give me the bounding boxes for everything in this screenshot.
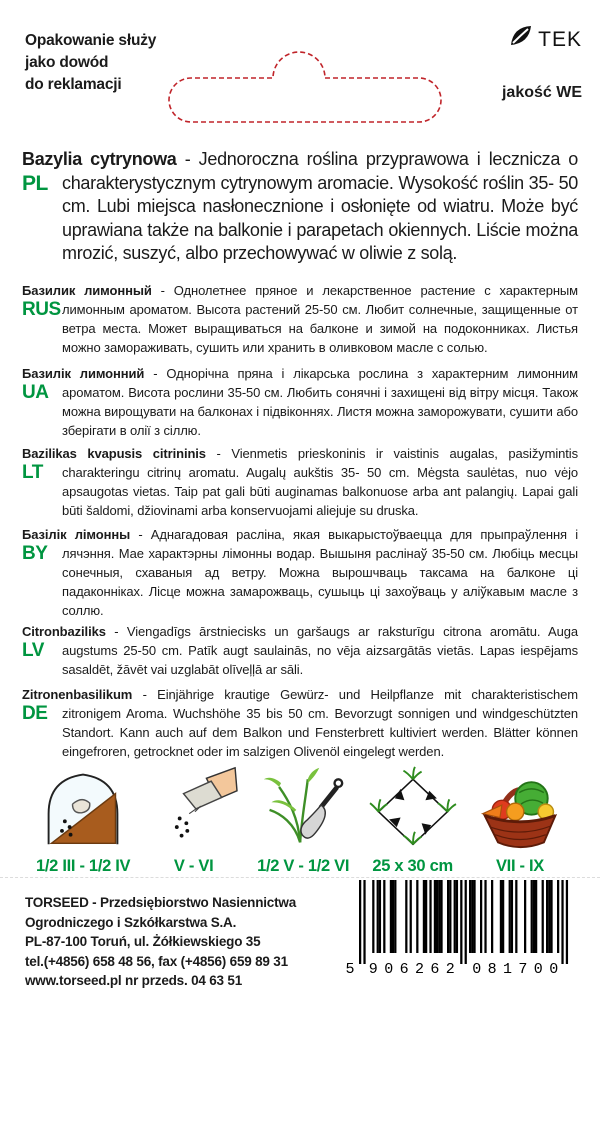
- lang-section-rus: [22, 281, 578, 357]
- leaf-icon: [508, 24, 534, 55]
- description-lt: - Vienmetis prieskoninis ir vaistinis augalas, pasižymintis charakteringu citrinų aromatu. Augalų aukštis 35- 50 cm. Mėgsta saulėtas, nuo vėjo apsaugotas vietas. Taip pat gali būti auginamas balkonuose arba ant palangių. Lapai gali būti šaldomi, džiovinami arba konservuojami aliejuje su druska.: [62, 446, 578, 518]
- lang-code-by: BY: [22, 543, 48, 564]
- svg-text:5: 5: [345, 961, 355, 976]
- company-address: [25, 893, 296, 991]
- description-lv: - Viengadīgs ārstniecisks un garšaugs ar raksturīgu citrona aromātu. Auga augstums 25-50 cm. Patīk augt saulainās, no vēja aizsargātās vietās. Lapas iespējams sasaldēt, žāvēt vai uzglabāt olīveļļā ar sāli.: [62, 624, 579, 677]
- hang-tab-cut-line: [168, 50, 443, 133]
- lang-text-de: [22, 685, 578, 761]
- transplanting-icon: [259, 764, 347, 855]
- lang-code-rus: RUS: [22, 299, 61, 320]
- description-ua: - Однорічна пряна і лікарська рослина з характерним лимонним ароматом. Висота рослини 35-50 см. Любить сонячні і захищені від вітру місця. Також можна вирощувати на балконах і підвіконнях. Листя можна заморожувати, сушити або зберігати в олії з сіллю.: [62, 366, 578, 438]
- cultivation-item-transplanting: [257, 764, 349, 876]
- svg-text:6: 6: [399, 961, 409, 976]
- lang-section-lt: [22, 444, 578, 520]
- claim-line: jako dowód: [25, 54, 109, 71]
- claim-line: do reklamacji: [25, 76, 122, 93]
- brand-logo: [508, 24, 582, 55]
- lang-section-de: [22, 685, 578, 761]
- description-pl: - Jednoroczna roślina przyprawowa i lecznicza o charakterystycznym cytrynowym aromacie. Wysokość roślin 35- 50 cm. Lubi miejsca nasłonecznione i osłonięte od wiatru. Może być uprawiana także na balkonie i parapetach okiennych. Liście można mrozić, suszyć, albo przechowywać w oliwie z solą.: [62, 149, 578, 263]
- description-rus: - Однолетнее пряное и лекарственное растение с характерным лимонным ароматом. Высота растений 25-50 см. Любит солнечные, защищенные от ветра места. Может выращиваться на балконе и зимой на подоконниках. Листья можно замораживать, сушить или хранить в оливковом масле с солью.: [62, 283, 578, 355]
- cultivation-label: 25 x 30 cm: [372, 857, 453, 875]
- svg-text:2: 2: [445, 961, 455, 976]
- svg-text:6: 6: [430, 961, 440, 976]
- lang-section-pl: [22, 148, 578, 266]
- cultivation-label: 1/2 V - 1/2 VI: [257, 857, 350, 875]
- svg-text:0: 0: [549, 961, 559, 976]
- description-by: - Аднагадовая расліна, якая выкарыстоўваецца для прыпраўлення і лячэння. Мае характэрны лімонны водар. Вышыня раслінаў 35-50 см. Любіць месцы сонечныя, схаваныя ад ветру. Можна вырошчваць таксама на балконе ці падаконніках. Лісце можна замарожваць, сушыць ці захоўваць у аліўкавым масле з соллю.: [62, 527, 579, 618]
- svg-text:2: 2: [414, 961, 425, 976]
- plant-name-rus: Базилик лимонный: [22, 283, 152, 298]
- svg-text:0: 0: [384, 961, 394, 976]
- lang-code-de: DE: [22, 703, 48, 724]
- cultivation-label: VII - IX: [495, 857, 544, 875]
- svg-text:8: 8: [487, 961, 497, 976]
- lang-code-lv: LV: [22, 640, 44, 661]
- plant-name-by: Базілік лімонны: [22, 527, 131, 542]
- lang-code-lt: LT: [22, 462, 43, 483]
- company-line: www.torseed.pl nr przeds. 04 63 51: [25, 973, 243, 988]
- plant-name-lt: Bazilikas kvapusis citrininis: [22, 446, 206, 461]
- svg-text:7: 7: [518, 961, 528, 976]
- cultivation-label: V - VI: [173, 857, 214, 875]
- plant-name-ua: Базилік лимонний: [22, 366, 145, 381]
- harvest-icon: [476, 764, 564, 855]
- fold-line: [0, 877, 600, 878]
- plant-name-pl: Bazylia cytrynowa: [22, 149, 177, 169]
- cultivation-item-sowing-under-cover: [36, 764, 130, 876]
- cultivation-icons-row: [36, 764, 564, 876]
- packaging-claim-note: [25, 30, 156, 96]
- company-line: PL-87-100 Toruń, ul. Żółkiewskiego 35: [25, 934, 261, 949]
- company-line: TORSEED - Przedsiębiorstwo Nasiennictwa: [25, 895, 297, 910]
- cultivation-item-harvest: [476, 764, 564, 876]
- svg-text:9: 9: [368, 961, 378, 976]
- plant-name-de: Zitronenbasilikum: [22, 687, 133, 702]
- plant-name-lv: Citronbaziliks: [22, 624, 106, 639]
- spacing-icon: [369, 764, 457, 855]
- svg-text:0: 0: [533, 961, 543, 976]
- barcode-svg: [343, 880, 581, 976]
- cultivation-label: 1/2 III - 1/2 IV: [36, 857, 131, 875]
- lang-section-lv: [22, 622, 578, 679]
- company-line: tel.(+4856) 658 48 56, fax (+4856) 659 89 31: [25, 953, 288, 969]
- barcode: [343, 880, 581, 976]
- lang-section-ua: [22, 364, 578, 440]
- lang-section-by: [22, 525, 578, 620]
- description-de: - Einjährige krautige Gewürz- und Heilpflanze mit charakteristischem zitronigem Aroma. Wuchshöhe 35 bis 50 cm. Bevorzugt sonnigen und windgeschützten Standort. Kann auch auf dem Balkon und Fensterbrett kultiviert werden. Blätter können eingefroren, getrocknet oder im salzigen Olivenöl eingelegt werden.: [62, 687, 578, 759]
- company-line: Ogrodniczego i Szkółkarstwa S.A.: [25, 914, 237, 930]
- quality-label: jakość WE: [501, 84, 582, 101]
- svg-text:0: 0: [472, 961, 482, 976]
- svg-text:1: 1: [502, 961, 513, 976]
- direct-sowing-icon: [150, 764, 238, 855]
- lang-code-pl: PL: [22, 172, 48, 195]
- cultivation-item-spacing: [369, 764, 457, 876]
- claim-line: Opakowanie służy: [25, 32, 157, 49]
- cultivation-item-direct-sowing: [150, 764, 238, 876]
- sowing-under-cover-icon: [39, 764, 127, 855]
- lang-code-ua: UA: [22, 382, 49, 403]
- brand-name: TEK: [538, 27, 582, 51]
